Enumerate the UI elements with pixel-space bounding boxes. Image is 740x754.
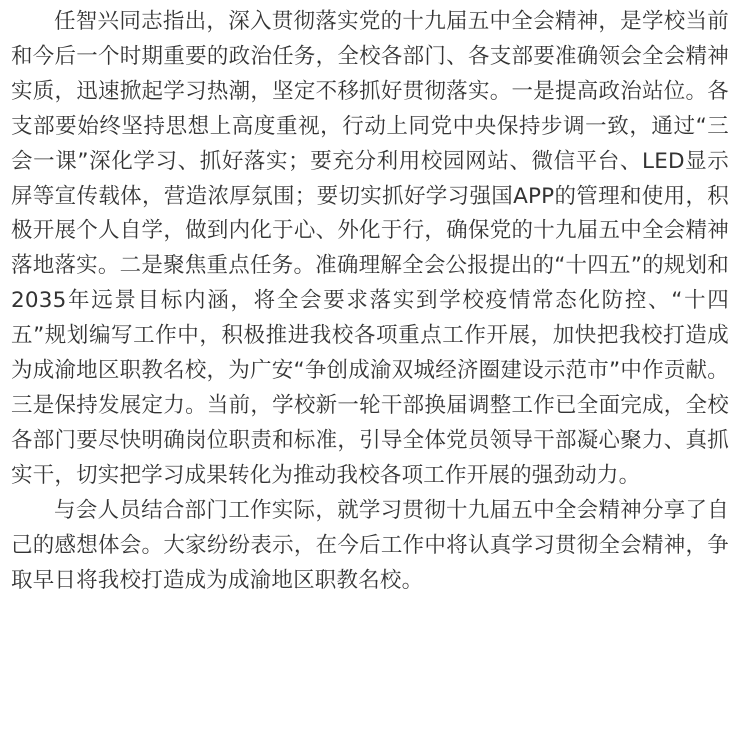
paragraph-speech-summary: 任智兴同志指出，深入贯彻落实党的十九届五中全会精神，是学校当前和今后一个时期重要的政治任务，全校各部门、各支部要准确领会全会精神实质，迅速掀起学习热潮，坚定不移抓好贯彻落实。一是提高政治站位。各支部要始终坚持思想上高度重视，行动上同党中央保持步调一致，通过“三会一课”深化学习、抓好落实；要充分利用校园网站、微信平台、LED显示屏等宣传载体，营造浓厚氛围；要切实抓好学习强国APP的管理和使用，积极开展个人自学，做到内化于心、外化于行，确保党的十九届五中全会精神落地落实。二是聚焦重点任务。准确理解全会公报提出的“十四五”的规划和2035年远景目标内涵，将全会要求落实到学校疫情常态化防控、“十四五”规划编写工作中，积极推进我校各项重点工作开展，加快把我校打造成为成渝地区职教名校，为广安“争创成渝双城经济圈建设示范市”中作贡献。三是保持发展定力。当前，学校新一轮干部换届调整工作已全面完成，全校各部门要尽快明确岗位职责和标准，引导全体党员领导干部凝心聚力、真抓实干，切实把学习成果转化为推动我校各项工作开展的强劲动力。 [11,9,729,488]
paragraph-attendee-response: 与会人员结合部门工作实际，就学习贯彻十九届五中全会精神分享了自己的感想体会。大家纷纷表示，在今后工作中将认真学习贯彻全会精神，争取早日将我校打造成为成渝地区职教名校。 [11,497,729,593]
